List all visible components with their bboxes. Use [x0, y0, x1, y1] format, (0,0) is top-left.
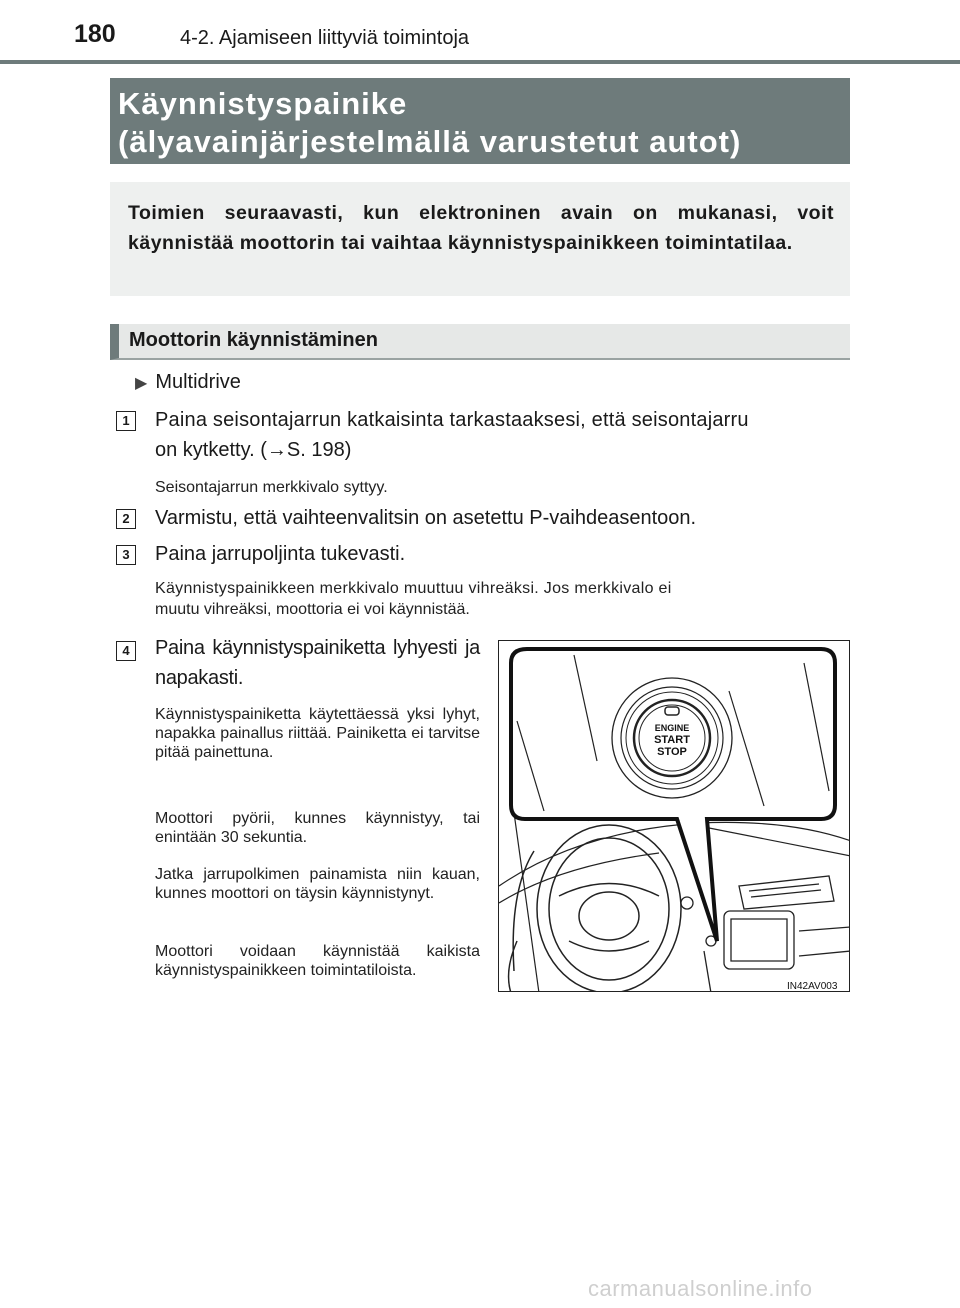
title-line-1: Käynnistyspainike [118, 86, 408, 121]
intro-box: Toimien seuraavasti, kun elektroninen avain on mukanasi, voit käynnistää moottorin tai vaihtaa käynnistyspainikkeen toimintatilaa. [110, 182, 850, 296]
figure-code: IN42AV003 [787, 981, 838, 992]
step-number-3: 3 [116, 545, 136, 565]
triangle-bullet-icon: ▶ [135, 375, 148, 392]
variant-label [135, 371, 241, 394]
step-3-note [155, 578, 843, 620]
step-2-text: Varmistu, että vaihteenvalitsin on asetettu P-vaihdeasentoon. [155, 507, 697, 529]
header-rule [0, 60, 960, 64]
step-3-note-line-2: muutu vihreäksi, moottoria ei voi käynnistää. [155, 601, 470, 618]
step-number-4: 4 [116, 641, 136, 661]
step-4-note-3: Jatka jarrupolkimen painamista niin kauan, kunnes moottori on täysin käynnistynyt. [155, 866, 480, 902]
page-title [110, 78, 850, 164]
step-3-note-line-1: Käynnistyspainikkeen merkkivalo muuttuu vihreäksi. Jos merkkivalo ei [155, 580, 672, 597]
page-number: 180 [74, 20, 116, 48]
step-4-note-1: Käynnistyspainiketta käytettäessä yksi lyhyt, napakka painallus riittää. Painiketta ei tarvitse pitää painettuna. [155, 706, 480, 761]
step-number-1: 1 [116, 411, 136, 431]
step-1-note: Seisontajarrun merkkivalo syttyy. [155, 479, 388, 496]
dashboard-illustration [499, 641, 850, 992]
step-4-text: Paina käynnistyspainiketta lyhyesti ja napakasti. [155, 637, 480, 689]
step-4-note-2: Moottori pyörii, kunnes käynnistyy, tai enintään 30 sekuntia. [155, 810, 480, 846]
step-1-line-1: Paina seisontajarrun katkaisinta tarkastaaksesi, että seisontajarru [155, 409, 749, 431]
button-label-engine: ENGINE [654, 723, 690, 733]
variant-text: Multidrive [155, 371, 241, 393]
button-label-stop: STOP [657, 746, 687, 758]
section-path: 4-2. Ajamiseen liittyviä toimintoja [180, 27, 470, 49]
step-1-text [155, 405, 840, 465]
step-number-2: 2 [116, 509, 136, 529]
step-1-line-2: on kytketty. (→S. 198) [155, 439, 352, 461]
step-4-note-4: Moottori voidaan käynnistää kaikista käynnistyspainikkeen toimintatiloista. [155, 943, 480, 979]
sub-heading: Moottorin käynnistäminen [110, 324, 850, 360]
button-label-start: START [654, 734, 690, 746]
title-line-2: (älyavainjärjestelmällä varustetut autot) [118, 124, 742, 159]
engine-start-figure [498, 640, 850, 992]
footer-watermark: carmanualsonline.info [588, 1276, 813, 1301]
step-3-text: Paina jarrupoljinta tukevasti. [155, 543, 406, 565]
